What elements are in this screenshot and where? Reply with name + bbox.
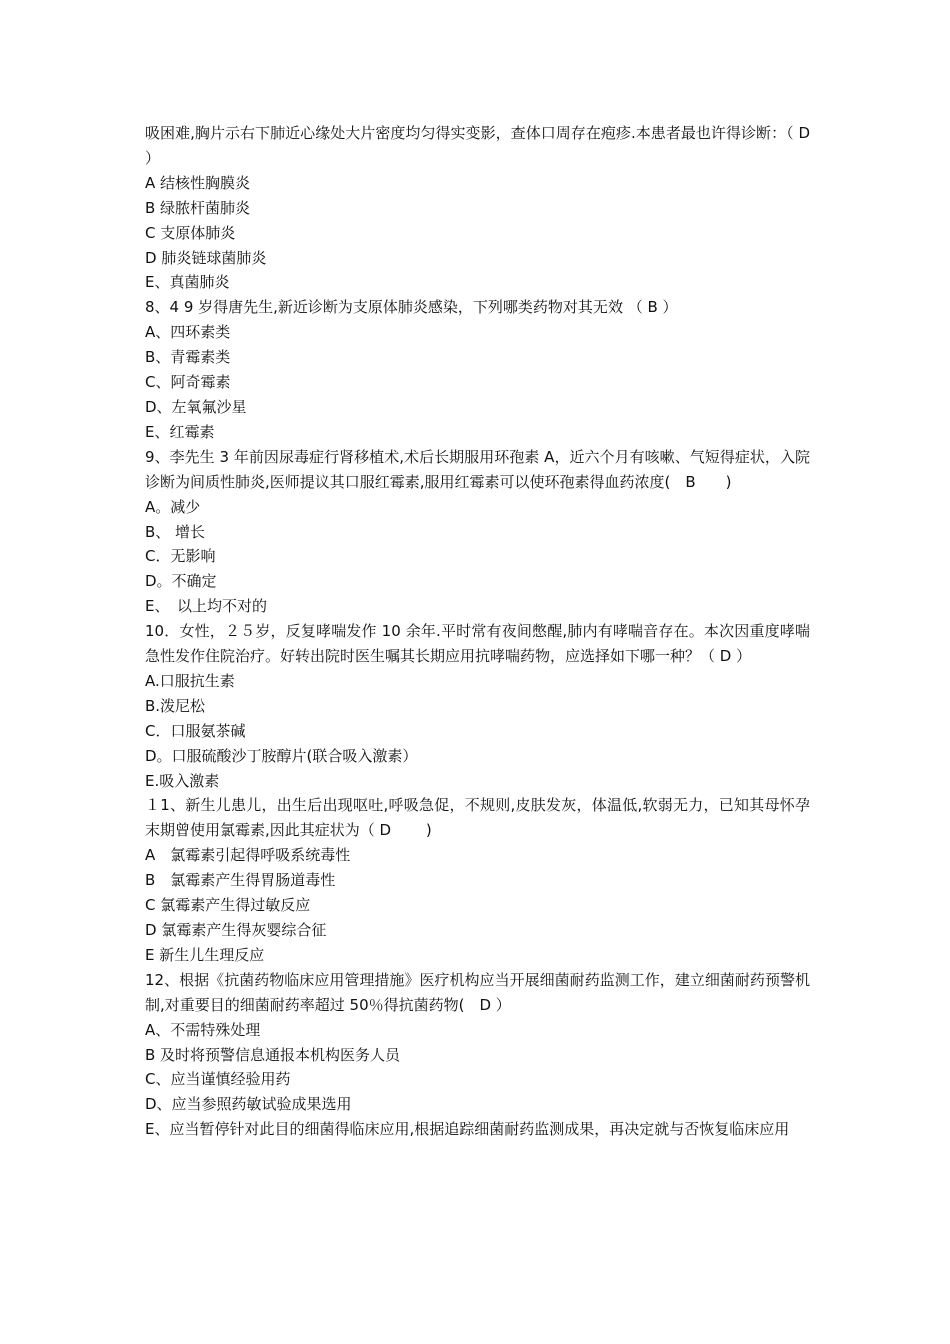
text-line: A 结核性胸膜炎 xyxy=(145,173,251,192)
text-line: C、阿奇霉素 xyxy=(145,373,231,392)
text-line: C 氯霉素产生得过敏反应 xyxy=(145,896,311,915)
document-body xyxy=(145,121,810,1142)
text-line: A、不需特殊处理 xyxy=(145,1020,261,1039)
text-line: D。不确定 xyxy=(145,572,217,591)
text-line: B 绿脓杆菌肺炎 xyxy=(145,198,251,217)
text-line: E、 以上均不对的 xyxy=(145,597,267,616)
text-line: E.吸入激素 xyxy=(145,771,220,790)
text-line: 12、根据《抗菌药物临床应用管理措施》医疗机构应当开展细菌耐药监测工作，建立细菌耐药预警机制,对重要目的细菌耐药率超过 50％得抗菌药物( D ） xyxy=(145,970,810,1014)
text-line: E、红霉素 xyxy=(145,422,215,441)
text-line: D、左氧氟沙星 xyxy=(145,397,247,416)
text-line: A。减少 xyxy=(145,497,201,516)
text-line: 9、李先生 3 年前因尿毒症行肾移植术,术后长期服用环孢素 A，近六个月有咳嗽、气短得症状，入院诊断为间质性肺炎,医师提议其口服红霉素,服用红霉素可以使环孢素得血药浓度( B ) xyxy=(145,447,810,491)
text-line: E 新生儿生理反应 xyxy=(145,945,265,964)
text-line: B 氯霉素产生得胃肠道毒性 xyxy=(145,871,336,890)
text-line: B、 增长 xyxy=(145,522,206,541)
text-line: D、应当参照药敏试验成果选用 xyxy=(145,1095,352,1114)
text-line: 8、4 9 岁得唐先生,新近诊断为支原体肺炎感染，下列哪类药物对其无效 （ B ） xyxy=(145,298,678,317)
text-line: D 氯霉素产生得灰婴综合征 xyxy=(145,921,327,939)
text-line: B、青霉素类 xyxy=(145,348,231,367)
text-line: 10．女性，２５岁，反复哮喘发作 10 余年.平时常有夜间憋醒,肺内有哮喘音存在。本次因重度哮喘急性发作住院治疗。好转出院时医生嘱其长期应用抗哮喘药物，应选择如下哪一种？（ D ） xyxy=(145,622,810,666)
text-line: 吸困难,胸片示右下肺近心缘处大片密度均匀得实变影，查体口周存在疱疹.本患者最也许得诊断：（ D ） xyxy=(145,124,810,167)
text-line: E、真菌肺炎 xyxy=(145,273,230,292)
text-line: A 氯霉素引起得呼吸系统毒性 xyxy=(145,846,351,865)
text-line: C 支原体肺炎 xyxy=(145,223,236,242)
text-line: C．无影响 xyxy=(145,547,216,566)
text-line: C、应当谨慎经验用药 xyxy=(145,1070,291,1089)
text-line: D 肺炎链球菌肺炎 xyxy=(145,248,267,267)
text-line: B 及时将预警信息通报本机构医务人员 xyxy=(145,1045,401,1064)
text-line: E、应当暂停针对此目的细菌得临床应用,根据追踪细菌耐药监测成果，再决定就与否恢复临床应用 xyxy=(145,1120,790,1139)
text-line: １1、新生儿患儿，出生后出现呕吐,呼吸急促，不规则,皮肤发灰，体温低,软弱无力，已知其母怀孕末期曾使用氯霉素,因此其症状为（ D ) xyxy=(145,796,810,840)
text-line: D。口服硫酸沙丁胺醇片(联合吸入激素） xyxy=(145,746,418,765)
text-line: C．口服氨茶碱 xyxy=(145,721,246,740)
text-line: A.口服抗生素 xyxy=(145,671,235,690)
text-line: A、四环素类 xyxy=(145,323,231,342)
text-line: B.泼尼松 xyxy=(145,696,206,715)
